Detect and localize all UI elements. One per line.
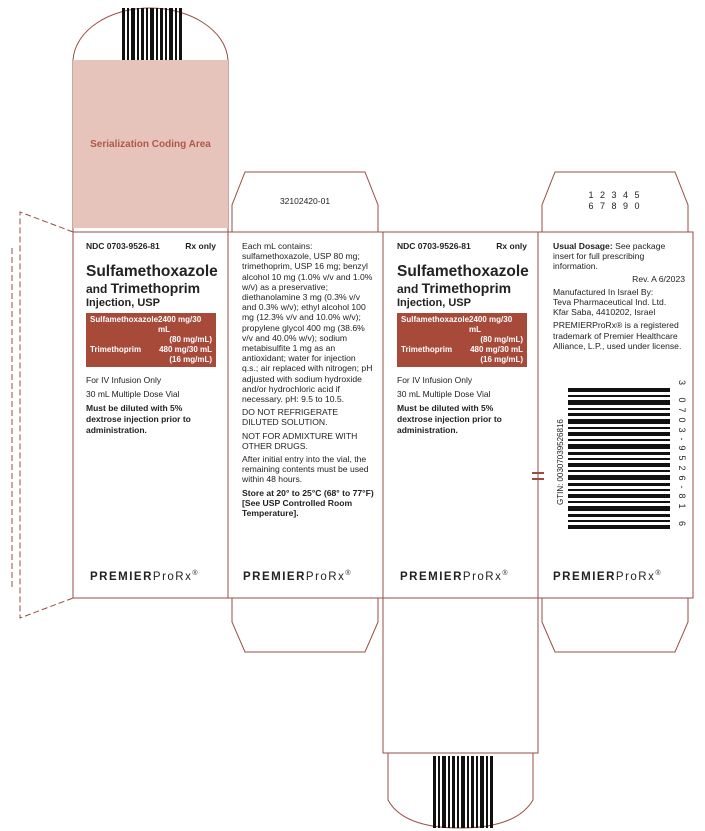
- trademark-notice: PREMIERProRx® is a registered trademark of Premier Healthcare Alliance, L.P., used under license.: [553, 320, 682, 351]
- no-admixture: NOT FOR ADMIXTURE WITH OTHER DRUGS.: [242, 430, 358, 451]
- serialization-label: Serialization Coding Area: [90, 138, 211, 150]
- serialization-area: [73, 60, 228, 228]
- code-digits-line2: 6 7 8 9 0: [588, 201, 642, 211]
- usual-dosage: Usual Dosage: See package insert for full prescribing information.: [553, 241, 666, 272]
- dose-box: Sulfamethoxazole 2400 mg/30 mL (80 mg/mL) Trimethoprim 480 mg/30 mL (16 mg/mL): [86, 313, 216, 367]
- ingredients-panel: [242, 241, 374, 518]
- company-name: Teva Pharmaceutical Ind. Ltd.: [553, 297, 667, 308]
- no-refrigerate: DO NOT REFRIGERATE DILUTED SOLUTION.: [242, 407, 339, 428]
- iv-only: For IV Infusion Only: [86, 375, 162, 385]
- brand-logo-3: PREMIERProRx®: [400, 570, 510, 583]
- code-digits-line1: 1 2 3 4 5: [588, 190, 642, 200]
- info-panel: [553, 241, 685, 351]
- ndc-number: NDC 0703-9526-81: [86, 241, 160, 251]
- brand-logo-4: PREMIERProRx®: [553, 570, 663, 583]
- gtin-text: GTIN: 00307039526816: [556, 419, 565, 505]
- code-digits: [560, 190, 670, 212]
- revision: Rev. A 6/2023: [632, 273, 685, 284]
- multi-dose: 30 mL Multiple Dose Vial: [86, 389, 180, 399]
- dose-box: Sulfamethoxazole 2400 mg/30 mL (80 mg/mL) Trimethoprim 480 mg/30 mL (16 mg/mL): [397, 313, 527, 367]
- storage: Store at 20° to 25°C (68° to 77°F) [See USP Controlled Room Temperature].: [242, 487, 374, 519]
- drug-name-line2: and Trimethoprim: [86, 280, 201, 296]
- brand-logo-1: PREMIERProRx®: [90, 570, 200, 583]
- brand-logo-2: PREMIERProRx®: [243, 570, 353, 583]
- drug-name-line1: Sulfamethoxazole: [86, 263, 218, 280]
- ndc-row: [86, 241, 216, 251]
- front-panel-left: [86, 241, 216, 436]
- lot-number: 32102420-01: [279, 196, 331, 206]
- initial-entry: After initial entry into the vial, the remaining contents must be used within 48 hours.: [242, 454, 369, 485]
- company-address: Kfar Saba, 4410202, Israel: [553, 307, 656, 318]
- ingredients-text: Each mL contains: sulfamethoxazole, USP 80 mg; trimethoprim, USP 16 mg; benzyl alcohol 10 mg (1.0% v/v and 1.0% w/v) as a preservative; diethanolamine 3 mg (0.3% v/v and 0.3% w/v); ethyl alcohol 100 mg (12.3% v/v and 10.0% w/v); propylene glycol 400 mg (38.6% v/v and 40.0% w/v); sodium metabisulfite 1 mg as an antioxidant; water for injection q.s.; air replaced with nitrogen; pH adjusted with sodium hydroxide and/or hydrochloric acid if necessary. pH: 9.5 to 10.5.: [242, 241, 373, 405]
- barcode-digits: 3 0703-9526-81 6: [677, 380, 687, 532]
- rx-only: Rx only: [185, 241, 216, 251]
- front-panel-right: NDC 0703-9526-81 Rx only Sulfamethoxazole and Trimethoprim Injection, USP Sulfamethoxazole 2400 mg/30 mL (80 mg/mL) Trimethoprim 480 mg/30 mL (16 mg/mL) For IV Infusion Only 30 mL Multiple Dose Vial Must be diluted with 5% dextrose injection prior to administration.: [397, 241, 529, 435]
- dilute-warning: Must be diluted with 5% dextrose injection prior to administration.: [86, 403, 191, 435]
- manufactured-by: Manufactured In Israel By:: [553, 286, 654, 297]
- drug-name-line3: Injection, USP: [86, 297, 160, 309]
